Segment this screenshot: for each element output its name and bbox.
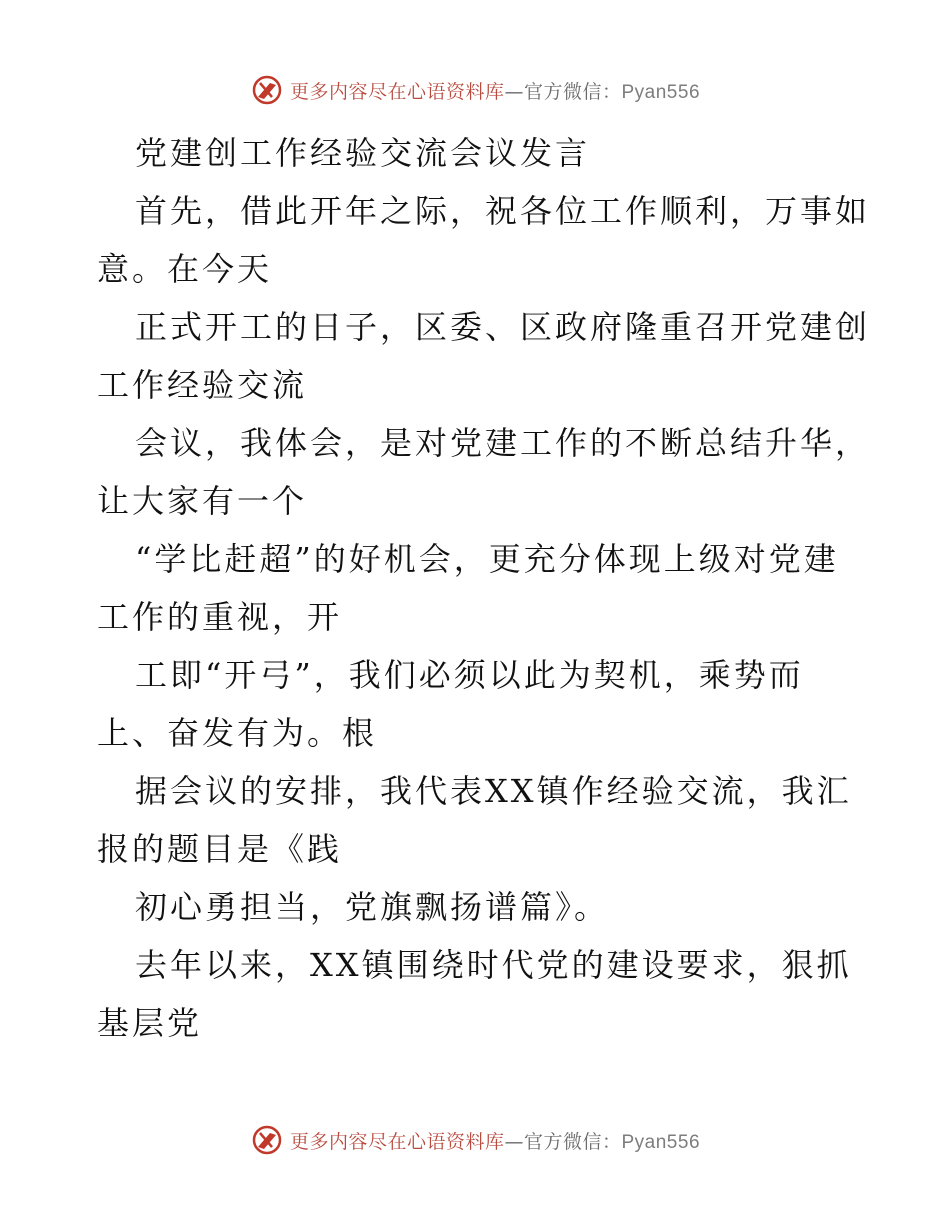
- text-line: 初心勇担当，党旗飘扬谱篇》。: [135, 888, 610, 926]
- text-line: 据会议的安排，我代表XX镇作经验交流，我汇: [135, 772, 852, 810]
- banner-wechat-id: Pyan556: [621, 81, 701, 103]
- red-ribbon-logo-icon: [250, 1123, 284, 1157]
- text-line: 工即“开弓”，我们必须以此为契机，乘势而: [135, 656, 804, 694]
- banner-prefix: 更多内容尽在心语资料库: [289, 1130, 505, 1153]
- banner-wechat-label: 官方微信：: [523, 1130, 622, 1153]
- text-line: 会议，我体会，是对党建工作的不断总结升华，: [135, 424, 871, 462]
- banner-dash: —: [504, 80, 524, 103]
- text-line: 报的题目是《践: [97, 830, 343, 868]
- text-line: 基层党: [97, 1004, 203, 1042]
- document-body: [97, 124, 871, 1052]
- text-line: 首先，借此开年之际，祝各位工作顺利，万事如: [135, 192, 871, 230]
- banner-dash: —: [504, 1130, 524, 1153]
- text-line: 工作经验交流: [97, 366, 308, 404]
- text-line: 让大家有一个: [97, 482, 308, 520]
- banner-prefix: 更多内容尽在心语资料库: [289, 80, 505, 103]
- banner-text: [290, 1127, 700, 1154]
- banner-wechat-id: Pyan556: [621, 1131, 701, 1153]
- text-line: 上、奋发有为。根: [97, 714, 378, 752]
- header-banner: [0, 70, 950, 110]
- text-line: 意。在今天: [97, 250, 273, 288]
- text-line: “学比赶超”的好机会，更充分体现上级对党建: [135, 540, 839, 578]
- document-title: 党建创工作经验交流会议发言: [135, 134, 591, 172]
- red-ribbon-logo-icon: [250, 73, 284, 107]
- text-line: 去年以来，XX镇围绕时代党的建设要求，狠抓: [135, 946, 852, 984]
- text-line: 工作的重视，开: [97, 598, 343, 636]
- banner-wechat-label: 官方微信：: [523, 80, 622, 103]
- banner-text: [290, 77, 700, 104]
- text-line: 正式开工的日子，区委、区政府隆重召开党建创: [135, 308, 871, 346]
- footer-banner: [0, 1120, 950, 1160]
